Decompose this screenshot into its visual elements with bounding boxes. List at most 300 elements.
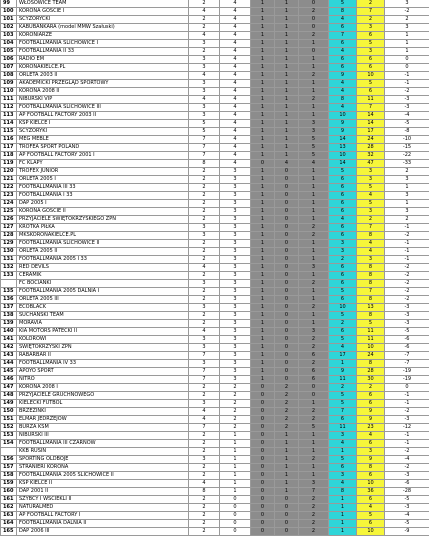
- wins-cell: 0: [251, 384, 275, 392]
- losses-cell: 2: [299, 512, 329, 520]
- position-cell: 143: [1, 352, 17, 360]
- wins-cell: 0: [251, 496, 275, 504]
- goals-against-cell: 9: [357, 408, 385, 416]
- goals-against-cell: 2: [357, 0, 385, 8]
- goal-diff-cell: -5: [385, 520, 429, 528]
- played-cell: 4: [189, 264, 220, 272]
- standings-body: [1, 0, 429, 536]
- goals-against-cell: 28: [357, 368, 385, 376]
- goals-against-cell: 3: [357, 256, 385, 264]
- wins-cell: 1: [251, 312, 275, 320]
- goals-for-cell: 6: [329, 192, 357, 200]
- draws-cell: 0: [275, 168, 299, 176]
- losses-cell: 2: [299, 520, 329, 528]
- team-name-cell: FOOTBALLMANIA DALNIA II: [17, 520, 189, 528]
- team-name-cell: MORAVIA: [17, 320, 189, 328]
- goal-diff-cell: 3: [385, 24, 429, 32]
- played-cell: 2: [189, 448, 220, 456]
- losses-cell: 3: [299, 480, 329, 488]
- table-row: [1, 216, 429, 224]
- goal-diff-cell: -3: [385, 416, 429, 424]
- wins-cell: 1: [251, 144, 275, 152]
- table-row: [1, 152, 429, 160]
- goal-diff-cell: -3: [385, 96, 429, 104]
- played-cell: 4: [189, 480, 220, 488]
- table-row: [1, 72, 429, 80]
- draws-cell: 0: [275, 320, 299, 328]
- points-cell: 4: [220, 24, 251, 32]
- goal-diff-cell: -33: [385, 160, 429, 168]
- points-cell: 3: [220, 368, 251, 376]
- goals-for-cell: 4: [329, 48, 357, 56]
- wins-cell: 1: [251, 336, 275, 344]
- points-cell: 3: [220, 168, 251, 176]
- losses-cell: 0: [299, 384, 329, 392]
- points-cell: 3: [220, 232, 251, 240]
- draws-cell: 1: [275, 440, 299, 448]
- draws-cell: 4: [275, 160, 299, 168]
- position-cell: 125: [1, 208, 17, 216]
- losses-cell: 5: [299, 136, 329, 144]
- team-name-cell: PRZYJACIELE GRUCHNOWEGO: [17, 392, 189, 400]
- losses-cell: 1: [299, 208, 329, 216]
- table-row: [1, 504, 429, 512]
- goal-diff-cell: 0: [385, 56, 429, 64]
- points-cell: 3: [220, 304, 251, 312]
- played-cell: 4: [189, 328, 220, 336]
- goal-diff-cell: 0: [385, 64, 429, 72]
- goals-against-cell: 3: [357, 448, 385, 456]
- losses-cell: 0: [299, 392, 329, 400]
- goals-for-cell: 4: [329, 480, 357, 488]
- wins-cell: 1: [251, 0, 275, 8]
- points-cell: 0: [220, 512, 251, 520]
- table-row: [1, 32, 429, 40]
- draws-cell: 0: [275, 200, 299, 208]
- table-row: [1, 120, 429, 128]
- goals-against-cell: 3: [357, 168, 385, 176]
- goals-against-cell: 5: [357, 80, 385, 88]
- wins-cell: 1: [251, 80, 275, 88]
- position-cell: 129: [1, 240, 17, 248]
- table-row: [1, 136, 429, 144]
- goals-for-cell: 4: [329, 344, 357, 352]
- draws-cell: 1: [275, 0, 299, 8]
- goals-against-cell: 5: [357, 320, 385, 328]
- played-cell: 7: [189, 368, 220, 376]
- wins-cell: 1: [251, 64, 275, 72]
- losses-cell: 1: [299, 80, 329, 88]
- goal-diff-cell: -12: [385, 424, 429, 432]
- position-cell: 116: [1, 136, 17, 144]
- team-name-cell: MEG MEBLE: [17, 136, 189, 144]
- draws-cell: 0: [275, 368, 299, 376]
- losses-cell: 2: [299, 96, 329, 104]
- goal-diff-cell: -3: [385, 104, 429, 112]
- points-cell: 3: [220, 312, 251, 320]
- losses-cell: 2: [299, 496, 329, 504]
- position-cell: 147: [1, 384, 17, 392]
- played-cell: 2: [189, 216, 220, 224]
- draws-cell: 0: [275, 520, 299, 528]
- points-cell: 3: [220, 328, 251, 336]
- table-row: [1, 512, 429, 520]
- points-cell: 3: [220, 176, 251, 184]
- goal-diff-cell: 1: [385, 32, 429, 40]
- team-name-cell: FOOTBALLMANIA I 33: [17, 192, 189, 200]
- draws-cell: 1: [275, 464, 299, 472]
- goals-against-cell: 6: [357, 56, 385, 64]
- losses-cell: 2: [299, 72, 329, 80]
- wins-cell: 0: [251, 416, 275, 424]
- table-row: [1, 352, 429, 360]
- draws-cell: 1: [275, 16, 299, 24]
- table-row: [1, 16, 429, 24]
- played-cell: 2: [189, 272, 220, 280]
- losses-cell: 2: [299, 32, 329, 40]
- table-row: [1, 128, 429, 136]
- losses-cell: 5: [299, 144, 329, 152]
- team-name-cell: ELMAR JEDRZEJÓW: [17, 416, 189, 424]
- goals-for-cell: 6: [329, 232, 357, 240]
- goal-diff-cell: -1: [385, 392, 429, 400]
- points-cell: 4: [220, 104, 251, 112]
- goals-for-cell: 11: [329, 376, 357, 384]
- goal-diff-cell: 1: [385, 40, 429, 48]
- draws-cell: 1: [275, 120, 299, 128]
- played-cell: 3: [189, 112, 220, 120]
- points-cell: 4: [220, 88, 251, 96]
- team-name-cell: FOOTBALLMANIA 2005 ŚLICHOWICE II: [17, 472, 189, 480]
- losses-cell: 2: [299, 224, 329, 232]
- wins-cell: 1: [251, 176, 275, 184]
- position-cell: 124: [1, 200, 17, 208]
- goals-for-cell: 14: [329, 136, 357, 144]
- goals-for-cell: 6: [329, 24, 357, 32]
- played-cell: 3: [189, 232, 220, 240]
- goal-diff-cell: -2: [385, 272, 429, 280]
- goal-diff-cell: -1: [385, 224, 429, 232]
- team-name-cell: NIBURSKI III: [17, 432, 189, 440]
- goals-against-cell: 3: [357, 208, 385, 216]
- team-name-cell: RABARBAR II: [17, 352, 189, 360]
- draws-cell: 1: [275, 96, 299, 104]
- goal-diff-cell: -7: [385, 352, 429, 360]
- goals-for-cell: 8: [329, 8, 357, 16]
- goal-diff-cell: -2: [385, 264, 429, 272]
- wins-cell: 1: [251, 136, 275, 144]
- played-cell: 2: [189, 392, 220, 400]
- goals-for-cell: 6: [329, 272, 357, 280]
- played-cell: 3: [189, 88, 220, 96]
- points-cell: 0: [220, 520, 251, 528]
- wins-cell: 1: [251, 128, 275, 136]
- losses-cell: 2: [299, 408, 329, 416]
- played-cell: 3: [189, 344, 220, 352]
- goals-for-cell: 6: [329, 296, 357, 304]
- wins-cell: 1: [251, 224, 275, 232]
- goals-for-cell: 9: [329, 128, 357, 136]
- goal-diff-cell: -5: [385, 328, 429, 336]
- losses-cell: 0: [299, 0, 329, 8]
- losses-cell: 2: [299, 504, 329, 512]
- draws-cell: 0: [275, 328, 299, 336]
- losses-cell: 3: [299, 264, 329, 272]
- goals-against-cell: 6: [357, 400, 385, 408]
- table-row: [1, 48, 429, 56]
- points-cell: 4: [220, 144, 251, 152]
- goal-diff-cell: -1: [385, 80, 429, 88]
- played-cell: 2: [189, 184, 220, 192]
- table-row: [1, 160, 429, 168]
- draws-cell: 0: [275, 248, 299, 256]
- position-cell: 127: [1, 224, 17, 232]
- losses-cell: 3: [299, 128, 329, 136]
- team-name-cell: ŚWIĘTOKRZYSKI ZPN: [17, 344, 189, 352]
- team-name-cell: KORONA GOŚCIE II: [17, 208, 189, 216]
- goal-diff-cell: -2: [385, 232, 429, 240]
- team-name-cell: FC BOCIANKI: [17, 280, 189, 288]
- goals-for-cell: 5: [329, 336, 357, 344]
- goals-against-cell: 8: [357, 360, 385, 368]
- position-cell: 112: [1, 104, 17, 112]
- losses-cell: 7: [299, 488, 329, 496]
- goal-diff-cell: 1: [385, 184, 429, 192]
- played-cell: 3: [189, 80, 220, 88]
- position-cell: 108: [1, 72, 17, 80]
- wins-cell: 0: [251, 424, 275, 432]
- goals-for-cell: 5: [329, 288, 357, 296]
- wins-cell: 0: [251, 456, 275, 464]
- goals-against-cell: 13: [357, 304, 385, 312]
- team-name-cell: KSP KIELCE I: [17, 120, 189, 128]
- draws-cell: 0: [275, 232, 299, 240]
- points-cell: 3: [220, 208, 251, 216]
- points-cell: 4: [220, 160, 251, 168]
- wins-cell: 1: [251, 216, 275, 224]
- goals-for-cell: 3: [329, 240, 357, 248]
- position-cell: 102: [1, 24, 17, 32]
- table-row: [1, 304, 429, 312]
- position-cell: 104: [1, 40, 17, 48]
- draws-cell: 0: [275, 192, 299, 200]
- goals-against-cell: 10: [357, 480, 385, 488]
- played-cell: 3: [189, 304, 220, 312]
- draws-cell: 0: [275, 224, 299, 232]
- team-name-cell: AP FOOTBALL FACTORY I: [17, 512, 189, 520]
- goals-for-cell: 2: [329, 256, 357, 264]
- points-cell: 2: [220, 384, 251, 392]
- points-cell: 3: [220, 376, 251, 384]
- wins-cell: 0: [251, 440, 275, 448]
- position-cell: 133: [1, 272, 17, 280]
- goals-for-cell: 5: [329, 400, 357, 408]
- table-row: [1, 224, 429, 232]
- played-cell: 2: [189, 288, 220, 296]
- goals-against-cell: 4: [357, 192, 385, 200]
- losses-cell: 1: [299, 272, 329, 280]
- losses-cell: 1: [299, 64, 329, 72]
- goals-against-cell: 6: [357, 392, 385, 400]
- wins-cell: 1: [251, 56, 275, 64]
- team-name-cell: FOOTBALLMANIA III CZARNÓW: [17, 440, 189, 448]
- position-cell: 114: [1, 120, 17, 128]
- position-cell: 148: [1, 392, 17, 400]
- team-name-cell: DAP 2005 I: [17, 200, 189, 208]
- draws-cell: 0: [275, 240, 299, 248]
- losses-cell: 1: [299, 168, 329, 176]
- goal-diff-cell: 3: [385, 0, 429, 8]
- team-name-cell: NATURALMED: [17, 504, 189, 512]
- goals-for-cell: 1: [329, 448, 357, 456]
- losses-cell: 1: [299, 112, 329, 120]
- draws-cell: 1: [275, 40, 299, 48]
- draws-cell: 1: [275, 432, 299, 440]
- points-cell: 1: [220, 472, 251, 480]
- team-name-cell: FC KLAPY: [17, 160, 189, 168]
- losses-cell: 1: [299, 288, 329, 296]
- draws-cell: 0: [275, 280, 299, 288]
- team-name-cell: DAP 2006 III: [17, 528, 189, 536]
- table-row: [1, 64, 429, 72]
- wins-cell: 1: [251, 248, 275, 256]
- goals-for-cell: 7: [329, 32, 357, 40]
- played-cell: 2: [189, 48, 220, 56]
- goal-diff-cell: -5: [385, 120, 429, 128]
- position-cell: 118: [1, 152, 17, 160]
- goals-for-cell: 17: [329, 352, 357, 360]
- goal-diff-cell: -3: [385, 504, 429, 512]
- points-cell: 2: [220, 392, 251, 400]
- goal-diff-cell: -8: [385, 128, 429, 136]
- goals-against-cell: 8: [357, 464, 385, 472]
- losses-cell: 1: [299, 440, 329, 448]
- goals-against-cell: 4: [357, 248, 385, 256]
- wins-cell: 1: [251, 152, 275, 160]
- team-name-cell: KORONA 2008 I: [17, 384, 189, 392]
- goal-diff-cell: -3: [385, 312, 429, 320]
- points-cell: 4: [220, 0, 251, 8]
- table-row: [1, 472, 429, 480]
- played-cell: 2: [189, 528, 220, 536]
- goals-against-cell: 17: [357, 128, 385, 136]
- table-row: [1, 488, 429, 496]
- played-cell: 8: [189, 488, 220, 496]
- wins-cell: 0: [251, 528, 275, 536]
- played-cell: 7: [189, 376, 220, 384]
- losses-cell: 1: [299, 448, 329, 456]
- draws-cell: 0: [275, 360, 299, 368]
- played-cell: 3: [189, 400, 220, 408]
- goals-for-cell: 2: [329, 320, 357, 328]
- position-cell: [1, 448, 17, 456]
- goal-diff-cell: -19: [385, 376, 429, 384]
- points-cell: 3: [220, 264, 251, 272]
- played-cell: 8: [189, 160, 220, 168]
- draws-cell: 0: [275, 256, 299, 264]
- played-cell: 2: [189, 16, 220, 24]
- draws-cell: 0: [275, 272, 299, 280]
- goal-diff-cell: 0: [385, 384, 429, 392]
- table-row: [1, 360, 429, 368]
- goals-for-cell: 1: [329, 504, 357, 512]
- draws-cell: 0: [275, 336, 299, 344]
- position-cell: 152: [1, 424, 17, 432]
- goals-against-cell: 14: [357, 120, 385, 128]
- draws-cell: 0: [275, 288, 299, 296]
- goals-for-cell: 5: [329, 168, 357, 176]
- team-name-cell: WŁOSOWICE TEAM: [17, 0, 189, 8]
- table-row: [1, 88, 429, 96]
- position-cell: 145: [1, 368, 17, 376]
- played-cell: 5: [189, 128, 220, 136]
- draws-cell: 0: [275, 176, 299, 184]
- team-name-cell: FOOTBALLMANIA ŚLICHOWICE II: [17, 240, 189, 248]
- losses-cell: 1: [299, 104, 329, 112]
- draws-cell: 0: [275, 352, 299, 360]
- points-cell: 0: [220, 504, 251, 512]
- goals-for-cell: 14: [329, 160, 357, 168]
- team-name-cell: BURZA KSM: [17, 424, 189, 432]
- position-cell: 101: [1, 16, 17, 24]
- position-cell: 135: [1, 288, 17, 296]
- goal-diff-cell: -1: [385, 240, 429, 248]
- goals-against-cell: 7: [357, 224, 385, 232]
- wins-cell: 1: [251, 168, 275, 176]
- team-name-cell: FOOTBALLMANIA ŚLICHOWICE III: [17, 104, 189, 112]
- wins-cell: 1: [251, 280, 275, 288]
- team-name-cell: SPORTING OLDBOJE: [17, 456, 189, 464]
- goal-diff-cell: 2: [385, 16, 429, 24]
- played-cell: 3: [189, 336, 220, 344]
- team-name-cell: ORLETA 2003 II: [17, 72, 189, 80]
- table-row: [1, 416, 429, 424]
- table-row: [1, 520, 429, 528]
- wins-cell: 0: [251, 400, 275, 408]
- played-cell: 2: [189, 296, 220, 304]
- team-name-cell: ORLETA 2005 II: [17, 248, 189, 256]
- losses-cell: 2: [299, 232, 329, 240]
- goals-against-cell: 2: [357, 384, 385, 392]
- losses-cell: 6: [299, 376, 329, 384]
- goals-against-cell: 3: [357, 48, 385, 56]
- table-row: [1, 96, 429, 104]
- draws-cell: 2: [275, 416, 299, 424]
- played-cell: 7: [189, 152, 220, 160]
- table-row: [1, 280, 429, 288]
- position-cell: 128: [1, 232, 17, 240]
- goals-for-cell: 11: [329, 424, 357, 432]
- position-cell: 100: [1, 8, 17, 16]
- goal-diff-cell: -28: [385, 488, 429, 496]
- played-cell: 3: [189, 40, 220, 48]
- position-cell: 99: [1, 0, 17, 8]
- table-row: [1, 208, 429, 216]
- wins-cell: 1: [251, 72, 275, 80]
- team-name-cell: TROFEA SPORT POLAND: [17, 144, 189, 152]
- goal-diff-cell: 2: [385, 216, 429, 224]
- draws-cell: 1: [275, 64, 299, 72]
- goals-for-cell: 6: [329, 416, 357, 424]
- table-row: [1, 272, 429, 280]
- goal-diff-cell: -6: [385, 344, 429, 352]
- goals-against-cell: 4: [357, 240, 385, 248]
- losses-cell: 1: [299, 320, 329, 328]
- position-cell: 103: [1, 32, 17, 40]
- table-row: [1, 464, 429, 472]
- team-name-cell: KORONIARZE: [17, 32, 189, 40]
- goals-against-cell: 7: [357, 104, 385, 112]
